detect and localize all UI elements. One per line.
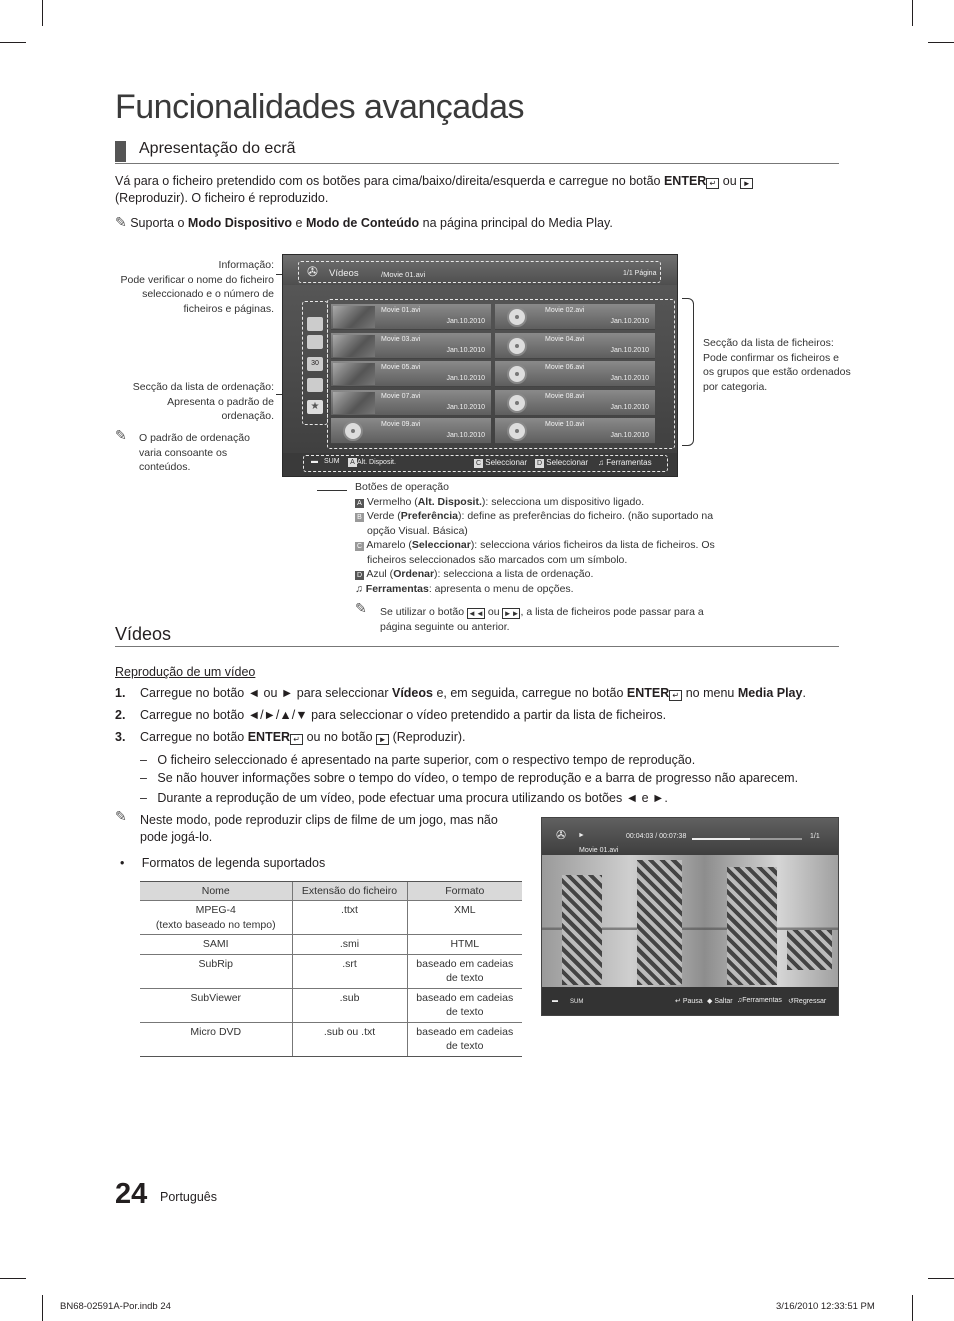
screen-path: /Movie 01.avi	[381, 270, 426, 279]
video-thumbnail	[333, 335, 375, 357]
note-pencil-icon: ✎	[355, 600, 367, 616]
tools-button[interactable]: ♫Ferramentas	[737, 997, 782, 1004]
rewind-icon: ◄◄	[468, 609, 484, 618]
table-row	[140, 954, 522, 988]
video-category-icon: ✇	[307, 264, 318, 279]
crop-mark	[912, 1295, 913, 1321]
file-date: Jan.10.2010	[446, 403, 485, 411]
crop-mark	[42, 1295, 43, 1321]
page-title: Funcionalidades avançadas	[115, 88, 525, 126]
step-2: 2. Carregue no botão ◄/►/▲/▼ para seleccionar o vídeo pretendido a partir da lista de ficheiros.	[115, 708, 667, 722]
cell-text: .sub	[339, 991, 360, 1004]
table-cell	[407, 901, 522, 935]
favorite-star-icon[interactable]: ★	[307, 400, 323, 414]
note-pencil-icon: ✎	[115, 808, 127, 824]
film-reel-icon	[507, 336, 527, 356]
intro-note: ✎ Suporta o Modo Dispositivo e Modo de Conteúdo na página principal do Media Play.	[115, 214, 613, 230]
giraffe-image	[787, 930, 832, 970]
table-cell	[407, 988, 522, 1022]
dash-item: – Durante a reprodução de um vídeo, pode efectuar uma procura utilizando os botões ◄ e ►.	[140, 791, 668, 805]
sum-icon: ▬	[311, 458, 318, 465]
videos-subhead: Reprodução de um vídeo	[115, 665, 256, 679]
film-reel-icon	[507, 393, 527, 413]
operation-buttons: Botões de operação A Vermelho (Alt. Disposit.): selecciona um dispositivo ligado. B Verde (Preferência): define as preferências do ficheiro. (não suportado na opção Visual. Básica) C Amarelo (Seleccionar): selecciona vários ficheiros da lista de ficheiros. Os ficheiros seleccionados são marcados com um símbolo. D Azul (Ordenar): selecciona a lista de ordenação. ♫ Ferramentas: apresenta o menu de opções.	[355, 481, 715, 595]
tools-icon: ♫	[737, 997, 743, 1004]
table-cell	[140, 901, 292, 935]
cell-text: HTML	[450, 938, 480, 950]
red-a-key-icon: A	[355, 499, 364, 508]
col-header: Extensão do ficheiro	[292, 882, 407, 901]
table-cell	[292, 954, 407, 988]
file-item[interactable]	[331, 304, 491, 330]
play-status-icon: ►	[578, 832, 585, 839]
enter-icon: ↵	[706, 178, 719, 189]
step-3: 3. Carregue no botão ENTER ↵ ou no botão ► (Reproduzir).	[115, 730, 466, 744]
ops-note: Se utilizar o botão ◄◄ ou ►►, a lista de ficheiros pode passar para a página seguinte ou anterior.	[380, 606, 704, 633]
file-name: Movie 10.avi	[545, 421, 585, 428]
videos-note: Neste modo, pode reproduzir clips de filme de um jogo, mas não pode jogá-lo.	[140, 813, 498, 844]
cell-text: .smi	[339, 938, 360, 950]
file-date: Jan.10.2010	[610, 375, 649, 382]
file-date: Jan.10.2010	[610, 403, 649, 411]
user-icon[interactable]	[307, 378, 323, 392]
file-name: Movie 01.avi	[381, 307, 421, 314]
table-row	[140, 901, 522, 935]
file-date: Jan.10.2010	[446, 375, 485, 382]
screen-page: 1/1 Página	[623, 270, 657, 277]
bullet-subtitle-formats: • Formatos de legenda suportados	[120, 856, 326, 870]
crop-mark	[0, 1278, 26, 1279]
btn-c-screen[interactable]: C Seleccionar	[475, 458, 528, 467]
cell-text: baseado em cadeias	[416, 991, 514, 1004]
film-reel-icon	[507, 307, 527, 327]
table-cell	[292, 901, 407, 935]
crop-mark	[0, 42, 26, 43]
cell-text: baseado em cadeias	[416, 1025, 514, 1038]
video-category-icon: ✇	[556, 828, 567, 842]
cell-text: SubRip	[198, 957, 233, 970]
player-time: 00:04:03 / 00:07:38	[626, 833, 687, 840]
giraffe-image	[637, 860, 682, 985]
return-icon: ↺	[788, 998, 794, 1005]
left-right-icon: ◆	[707, 998, 713, 1005]
sum-icon: ▬	[552, 998, 558, 1004]
section-bar	[115, 141, 126, 162]
file-date: Jan.10.2010	[446, 318, 485, 325]
video-thumbnail	[333, 363, 375, 385]
cell-text: SAMI	[202, 938, 229, 950]
step-1: 1. Carregue no botão ◄ ou ► para seleccionar Vídeos e, em seguida, carregue no botão ENTER ↵ no menu Media Play.	[115, 686, 806, 700]
play-icon: ►	[740, 178, 753, 189]
page-number: 24	[115, 1178, 148, 1210]
file-date: Jan.10.2010	[610, 346, 649, 354]
enter-icon: ↵	[290, 734, 303, 745]
play-icon: ►	[376, 734, 389, 745]
file-date: Jan.10.2010	[610, 432, 649, 439]
table-cell	[140, 1022, 292, 1056]
blue-d-key-icon: D	[356, 572, 363, 579]
video-thumbnail	[333, 306, 375, 328]
cell-text: .sub ou .txt	[323, 1025, 376, 1038]
sort-alpha-icon[interactable]	[307, 335, 323, 349]
giraffe-image	[562, 875, 602, 985]
tools-icon: ♫	[355, 582, 363, 595]
callout-sort-note: O padrão de ordenação varia consoante os conteúdos.	[139, 432, 250, 473]
table-cell	[407, 1022, 522, 1056]
cell-text: baseado em cadeias	[416, 957, 514, 970]
footer-file: BN68-02591A-Por.indb 24	[60, 1301, 171, 1312]
calendar-icon[interactable]: 30	[307, 357, 323, 371]
section-divider	[115, 646, 839, 647]
section-divider	[115, 163, 839, 164]
crop-mark	[928, 1278, 954, 1279]
enter-icon: ↵	[669, 690, 682, 701]
callout-sort: Secção da lista de ordenação: Apresenta o padrão de ordenação.	[132, 381, 274, 422]
green-b-key-icon: B	[355, 513, 364, 522]
table-cell	[407, 935, 522, 955]
dash-item: – Se não houver informações sobre o tempo do vídeo, o tempo de reprodução e a barra de progresso não aparecem.	[140, 771, 799, 785]
player-file: Movie 01.avi	[579, 847, 619, 854]
return-button[interactable]: ↺Regressar	[788, 998, 827, 1005]
file-name: Movie 02.avi	[545, 307, 585, 314]
file-name: Movie 06.avi	[545, 364, 585, 371]
cell-text: XML	[453, 904, 476, 916]
file-date: Jan.10.2010	[446, 346, 485, 354]
file-name: Movie 05.avi	[381, 364, 421, 371]
col-header: Formato	[407, 882, 522, 901]
pause-button[interactable]: ↵ Pausa	[675, 998, 703, 1005]
screen-category: Vídeos	[329, 268, 359, 279]
crop-mark	[912, 0, 913, 26]
player-sum: SUM	[570, 999, 584, 1005]
table-cell	[140, 954, 292, 988]
btn-d-screen[interactable]: D Seleccionar	[536, 458, 589, 467]
callout-line	[317, 490, 347, 491]
skip-button[interactable]: ◆ Saltar	[707, 998, 733, 1005]
fast-forward-icon: ►►	[503, 609, 520, 618]
progress-fill	[692, 838, 750, 840]
table-cell	[140, 988, 292, 1022]
video-player-screen	[541, 817, 839, 1016]
file-name: Movie 09.avi	[381, 421, 421, 428]
cell-text: SubViewer	[190, 991, 242, 1004]
table-cell	[140, 935, 292, 955]
intro-paragraph: Vá para o ficheiro pretendido com os botões para cima/baixo/direita/esquerda e carregue no botão ENTER ↵ ou ► (Reproduzir). O ficheiro é reproduzido.	[115, 173, 839, 207]
btn-a-screen[interactable]: A Alt. Disposit.	[348, 458, 396, 467]
crop-mark	[928, 42, 954, 43]
table-cell	[407, 954, 522, 988]
file-item[interactable]	[495, 361, 655, 387]
video-frame-giraffes	[542, 855, 838, 987]
video-thumbnail	[333, 392, 375, 414]
cell-text: MPEG-4	[195, 904, 236, 916]
table-row	[140, 988, 522, 1022]
file-item[interactable]	[331, 361, 491, 387]
file-item[interactable]	[331, 418, 491, 444]
file-item[interactable]	[495, 304, 655, 330]
cell-text: (texto baseado no tempo)	[155, 918, 276, 931]
table-row	[140, 1022, 522, 1056]
footer-date: 3/16/2010 12:33:51 PM	[776, 1301, 875, 1312]
videos-title: Vídeos	[115, 624, 172, 644]
table-cell	[292, 988, 407, 1022]
crop-mark	[42, 0, 43, 26]
subtitle-formats-table	[140, 881, 522, 1057]
media-play-screen	[282, 254, 678, 477]
footer-language: Português	[160, 1190, 217, 1204]
cell-text: de texto	[446, 1006, 484, 1018]
screen-sum: SUM	[324, 458, 340, 465]
folder-icon[interactable]	[307, 317, 323, 331]
btn-tools-screen[interactable]: ♫ Ferramentas	[598, 458, 652, 467]
file-name: Movie 08.avi	[545, 392, 585, 400]
progress-bar[interactable]	[692, 838, 802, 840]
file-name: Movie 07.avi	[381, 392, 421, 400]
file-item[interactable]	[495, 390, 655, 416]
cell-text: de texto	[446, 972, 484, 984]
file-date: Jan.10.2010	[446, 432, 485, 439]
giraffe-image	[727, 867, 777, 985]
table-row	[140, 935, 522, 955]
note-pencil-icon: ✎	[115, 427, 127, 443]
dash-item: – O ficheiro seleccionado é apresentado na parte superior, com o respectivo tempo de reprodução.	[140, 753, 696, 767]
table-cell	[292, 935, 407, 955]
cell-text: Micro DVD	[190, 1025, 242, 1038]
cell-text: de texto	[446, 1040, 484, 1052]
bracket	[682, 298, 694, 446]
file-item[interactable]	[495, 418, 655, 444]
callout-info: Informação: Pode verificar o nome do ficheiro seleccionado e o número de ficheiros e páginas.	[120, 259, 274, 315]
file-item[interactable]	[331, 390, 491, 416]
table-cell	[292, 1022, 407, 1056]
enter-icon: ↵	[675, 998, 681, 1005]
file-name: Movie 04.avi	[545, 335, 585, 343]
section-title: Apresentação do ecrã	[139, 140, 296, 157]
note-pencil-icon: ✎	[115, 214, 127, 230]
film-reel-icon	[507, 421, 527, 441]
film-reel-icon	[343, 421, 363, 441]
file-item[interactable]	[495, 333, 655, 359]
file-date: Jan.10.2010	[610, 318, 649, 325]
file-item[interactable]	[331, 333, 491, 359]
callout-files: Secção da lista de ficheiros: Pode confirmar os ficheiros e os grupos que estão ordenados por categoria.	[703, 337, 851, 393]
col-header: Nome	[140, 882, 292, 901]
yellow-c-key-icon: C	[356, 543, 363, 550]
tools-icon: ♫	[598, 458, 604, 467]
player-count: 1/1	[810, 833, 820, 840]
cell-text: .srt	[342, 957, 357, 970]
file-name: Movie 03.avi	[381, 335, 421, 343]
film-reel-icon	[507, 364, 527, 384]
cell-text: .ttxt	[341, 904, 358, 916]
